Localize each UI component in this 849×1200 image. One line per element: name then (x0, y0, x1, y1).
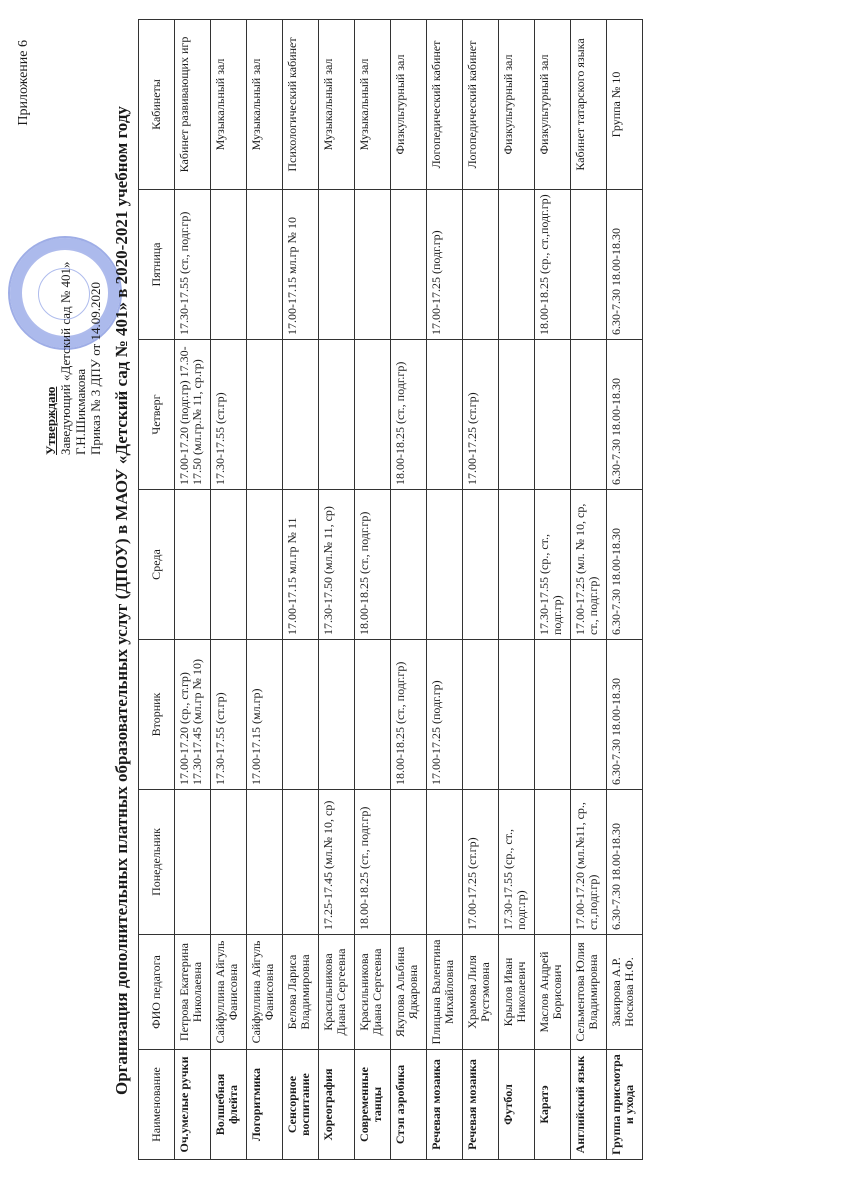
cell-thu (319, 340, 355, 490)
cell-room: Логопедический кабинет (427, 20, 463, 190)
cell-wed (427, 490, 463, 640)
cell-tue: 17.00-17.20 (ср., ст.гр) 17.30-17.45 (мл.гр № 10) (175, 640, 211, 790)
cell-wed (247, 490, 283, 640)
cell-room: Музыкальный зал (247, 20, 283, 190)
cell-fri: 18.00-18.25 (ср., ст.,подг.гр) (535, 190, 571, 340)
cell-room: Логопедический кабинет (463, 20, 499, 190)
table-row (283, 20, 319, 1160)
cell-fri (319, 190, 355, 340)
approval-header: Утверждаю (43, 386, 58, 455)
cell-tue (355, 640, 391, 790)
cell-mon (283, 790, 319, 935)
cell-mon (535, 790, 571, 935)
header-fio: ФИО педагога (139, 935, 175, 1050)
cell-name: Группа присмотра и ухода (607, 1050, 643, 1160)
cell-fio: Маслов Андрей Борисович (535, 935, 571, 1050)
cell-room: Психологический кабинет (283, 20, 319, 190)
cell-wed: 17.00-17.15 мл.гр № 11 (283, 490, 319, 640)
cell-wed (463, 490, 499, 640)
approval-line-1: Заведующий «Детский сад № 401» (58, 261, 73, 455)
cell-tue: 18.00-18.25 (ст., подг.гр) (391, 640, 427, 790)
cell-name: Речевая мозаика (427, 1050, 463, 1160)
cell-name: Современные танцы (355, 1050, 391, 1160)
cell-fri: 17.00-17.25 (подг.гр) (427, 190, 463, 340)
cell-tue (319, 640, 355, 790)
cell-room: Физкультурный зал (499, 20, 535, 190)
cell-name: Хореография (319, 1050, 355, 1160)
header-mon: Понедельник (139, 790, 175, 935)
header-wed: Среда (139, 490, 175, 640)
cell-fri: 6.30-7.30 18.00-18.30 (607, 190, 643, 340)
cell-fio: Плицына Валентина Михайловна (427, 935, 463, 1050)
cell-wed (499, 490, 535, 640)
cell-fio: Красильникова Диана Сергеевна (319, 935, 355, 1050)
cell-fio: Сайфуллина Айгуль Фанисовна (247, 935, 283, 1050)
cell-room: Кабинет развивающих игр (175, 20, 211, 190)
table-row (499, 20, 535, 1160)
cell-mon: 18.00-18.25 (ст., подг.гр) (355, 790, 391, 935)
cell-mon: 6.30-7.30 18.00-18.30 (607, 790, 643, 935)
cell-fio: Белова Лариса Владимировна (283, 935, 319, 1050)
cell-name: Сенсорное воспитание (283, 1050, 319, 1160)
table-header-row (139, 20, 175, 1160)
table-row (247, 20, 283, 1160)
header-room: Кабинеты (139, 20, 175, 190)
cell-room: Кабинет татарского языка (571, 20, 607, 190)
approval-block (43, 125, 103, 455)
cell-wed: 17.30-17.55 (ср., ст., подг.гр) (535, 490, 571, 640)
table-row (391, 20, 427, 1160)
cell-wed: 18.00-18.25 (ст., подг.гр) (355, 490, 391, 640)
cell-fio: Храмова Лиля Рустэмовна (463, 935, 499, 1050)
table-body (175, 20, 643, 1160)
approval-line-3: Приказ № 3 ДПУ от 14.09.2020 (88, 282, 103, 455)
cell-mon (427, 790, 463, 935)
cell-tue: 17.00-17.15 (мл.гр) (247, 640, 283, 790)
cell-thu (571, 340, 607, 490)
header-thu: Четверг (139, 340, 175, 490)
cell-name: Футбол (499, 1050, 535, 1160)
table-row (427, 20, 463, 1160)
cell-room: Физкультурный зал (535, 20, 571, 190)
cell-thu: 17.00-17.20 (подг.гр) 17.30-17.50 (мл.гр.№ 11, ср.гр) (175, 340, 211, 490)
cell-thu (499, 340, 535, 490)
cell-mon (247, 790, 283, 935)
table-row (571, 20, 607, 1160)
cell-fri: 17.00-17.15 мл.гр № 10 (283, 190, 319, 340)
cell-fri (463, 190, 499, 340)
cell-mon (175, 790, 211, 935)
cell-tue (499, 640, 535, 790)
cell-fio: Петрова Екатерина Николаевна (175, 935, 211, 1050)
cell-name: Английский язык (571, 1050, 607, 1160)
schedule-table (138, 19, 643, 1160)
table-row (355, 20, 391, 1160)
cell-fri: 17.30-17.55 (ст., подг.гр) (175, 190, 211, 340)
cell-tue (571, 640, 607, 790)
cell-tue: 17.30-17.55 (ст.гр) (211, 640, 247, 790)
cell-fri (355, 190, 391, 340)
cell-fio: Крылов Иван Николаевич (499, 935, 535, 1050)
cell-name: Оч.умелые ручки (175, 1050, 211, 1160)
cell-name: Логоритмика (247, 1050, 283, 1160)
cell-thu (283, 340, 319, 490)
cell-fio: Якупова Альбина Ядкаровна (391, 935, 427, 1050)
cell-room: Группа № 10 (607, 20, 643, 190)
table-row (175, 20, 211, 1160)
cell-wed: 6.30-7.30 18.00-18.30 (607, 490, 643, 640)
cell-thu: 18.00-18.25 (ст., подг.гр) (391, 340, 427, 490)
cell-thu (427, 340, 463, 490)
cell-fio: Сельментова Юлия Владимировна (571, 935, 607, 1050)
cell-fri (211, 190, 247, 340)
cell-thu (355, 340, 391, 490)
header-fri: Пятница (139, 190, 175, 340)
cell-mon: 17.30-17.55 (ср., ст., подг.гр) (499, 790, 535, 935)
table-row (211, 20, 247, 1160)
cell-fio: Закирова А.Р. Носкова Н.Ф. (607, 935, 643, 1050)
cell-fri (571, 190, 607, 340)
cell-name: Стэп аэробика (391, 1050, 427, 1160)
cell-thu (247, 340, 283, 490)
cell-thu: 17.00-17.25 (ст.гр) (463, 340, 499, 490)
document-title: Организация дополнительных платных образовательных услуг (ДПОУ) в МАОУ «Детский сад № 401» в 2020-2021 учебном году (112, 106, 131, 1095)
cell-mon (391, 790, 427, 935)
table-row (463, 20, 499, 1160)
cell-mon (211, 790, 247, 935)
cell-wed (391, 490, 427, 640)
cell-name: Волшебная флейта (211, 1050, 247, 1160)
cell-tue: 17.00-17.25 (подг.гр) (427, 640, 463, 790)
cell-fio: Красильникова Диана Сергеевна (355, 935, 391, 1050)
cell-wed: 17.30-17.50 (мл.№ 11, ср) (319, 490, 355, 640)
cell-fri (391, 190, 427, 340)
cell-room: Музыкальный зал (355, 20, 391, 190)
cell-tue (283, 640, 319, 790)
cell-fio: Сайфуллина Айгуль Фанисовна (211, 935, 247, 1050)
cell-thu (535, 340, 571, 490)
header-name: Наименование (139, 1050, 175, 1160)
cell-wed: 17.00-17.25 (мл. № 10, ср, ст., подг.гр) (571, 490, 607, 640)
cell-fri (247, 190, 283, 340)
table-row (607, 20, 643, 1160)
cell-tue (463, 640, 499, 790)
cell-room: Музыкальный зал (319, 20, 355, 190)
cell-name: Каратэ (535, 1050, 571, 1160)
cell-tue (535, 640, 571, 790)
cell-room: Физкультурный зал (391, 20, 427, 190)
cell-name: Речевая мозаика (463, 1050, 499, 1160)
cell-mon: 17.00-17.25 (ст.гр) (463, 790, 499, 935)
cell-fri (499, 190, 535, 340)
cell-wed (211, 490, 247, 640)
cell-tue: 6.30-7.30 18.00-18.30 (607, 640, 643, 790)
header-tue: Вторник (139, 640, 175, 790)
approval-line-2: Г.Н.Шикмакова (73, 368, 88, 455)
cell-wed (175, 490, 211, 640)
cell-mon: 17.00-17.20 (мл.№11, ср., ст.,подг.гр) (571, 790, 607, 935)
cell-room: Музыкальный зал (211, 20, 247, 190)
cell-thu: 6.30-7.30 18.00-18.30 (607, 340, 643, 490)
appendix-label: Приложение 6 (16, 40, 31, 126)
cell-thu: 17.30-17.55 (ст.гр) (211, 340, 247, 490)
table-row (319, 20, 355, 1160)
table-row (535, 20, 571, 1160)
cell-mon: 17.25-17.45 (мл.№ 10, ср) (319, 790, 355, 935)
